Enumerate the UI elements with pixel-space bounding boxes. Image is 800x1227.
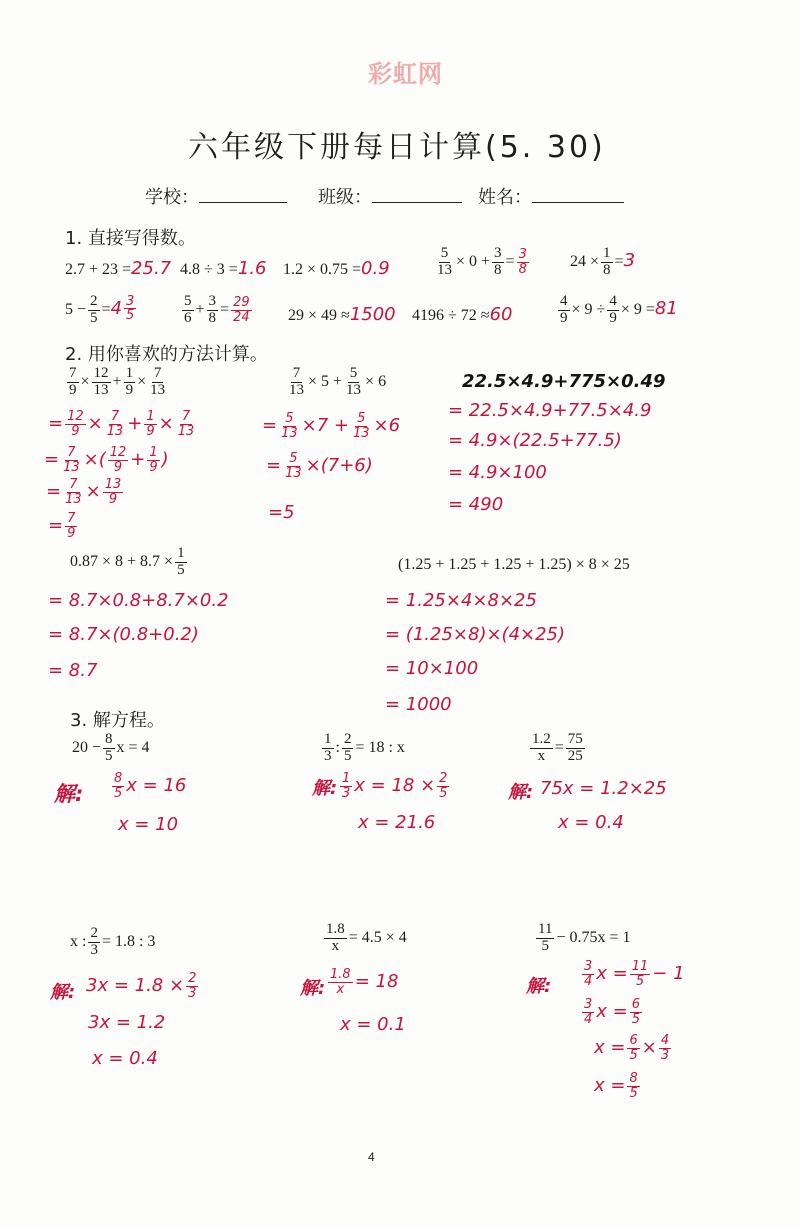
- denominator: 9: [609, 309, 617, 326]
- eq-2-step-2: x = 21.6: [358, 812, 436, 833]
- calc-p4-question: 0.87 × 8 + 8.7 × $\frac{1}{5}$: [70, 545, 185, 578]
- school-field: [145, 183, 287, 209]
- answer: $\frac{3}{8}$: [518, 247, 527, 277]
- calc-p4-step-2: = 8.7×(0.8+0.2): [48, 624, 199, 645]
- numerator: 2: [90, 293, 98, 309]
- eq-2-step-1: $\frac{1}{3}$ x = 18 × $\frac{2}{5}$: [342, 771, 448, 801]
- calc-p1-step-4: = $\frac{7}{9}$: [48, 511, 76, 541]
- operator: × 9 ÷: [571, 300, 606, 318]
- calc-p3-step-3: = 4.9×100: [448, 462, 547, 483]
- eq-4-jie: 解:: [50, 982, 76, 1003]
- eq-5-step-1: $\frac{1.8}{x}$ = 18: [330, 967, 399, 997]
- eq-3-step-2: x = 0.4: [558, 812, 624, 833]
- calc-p4-step-1: = 8.7×0.8+8.7×0.2: [48, 590, 229, 611]
- question: 5 −: [65, 300, 87, 318]
- denominator: 13: [437, 261, 452, 278]
- calc-p5-step-1: = 1.25×4×8×25: [385, 590, 537, 611]
- name-blank: [532, 186, 624, 203]
- page-title: 六年级下册每日计算(5. 30): [188, 130, 606, 165]
- calc-p3-question: 22.5×4.9+775×0.49: [462, 371, 666, 392]
- calc-p2-step-2: = $\frac{5}{13}$ ×(7+6): [266, 451, 373, 481]
- numerator: 3: [494, 245, 502, 261]
- eq-5-step-2: x = 0.1: [340, 1014, 406, 1035]
- direct-q10: [556, 294, 678, 327]
- watermark: 彩虹网: [368, 60, 443, 88]
- denominator: 8: [208, 309, 217, 326]
- numerator: 3: [208, 293, 217, 309]
- eq-6-jie: 解:: [526, 976, 552, 997]
- eq-4-step-1: 3x = 1.8 × $\frac{2}{3}$: [86, 971, 197, 1001]
- eq-6-step-1: $\frac{3}{4}$ x = $\frac{11}{5}$ − 1: [584, 959, 685, 989]
- calc-p5-question: (1.25 + 1.25 + 1.25 + 1.25) × 8 × 25: [398, 556, 630, 573]
- denominator: 9: [560, 309, 568, 326]
- direct-q2: [180, 258, 266, 279]
- question: 1.2 × 0.75 =: [283, 261, 362, 278]
- numerator: 1: [603, 245, 611, 261]
- answer: 60: [489, 304, 513, 325]
- question: 2.7 + 23 =: [65, 261, 132, 278]
- calc-p5-step-4: = 1000: [385, 694, 452, 715]
- calc-p3-step-4: = 490: [448, 494, 504, 515]
- operator: +: [195, 300, 205, 318]
- eq-4-step-2: 3x = 1.2: [88, 1012, 166, 1033]
- answer: 0.9: [361, 258, 390, 279]
- class-blank: [372, 186, 462, 203]
- answer: 25.7: [131, 258, 172, 279]
- eq-5-question: $\frac{1.8}{x}$ = 4.5 × 4: [326, 921, 407, 954]
- name-label: 姓名：: [478, 187, 532, 208]
- calc-p1-step-3: = $\frac{7}{13}$ × $\frac{13}{9}$: [46, 477, 122, 507]
- direct-q9: [412, 304, 512, 325]
- calc-p2-question: $\frac{7}{13}$ × 5 + $\frac{5}{13}$ × 6: [289, 365, 387, 398]
- class-label: 班级：: [318, 187, 372, 208]
- direct-q1: [65, 258, 171, 279]
- eq-1-step-1: $\frac{8}{5}$ x = 16: [114, 771, 187, 801]
- school-blank: [199, 186, 287, 203]
- question: 4.8 ÷ 3 =: [180, 261, 238, 278]
- calc-p2-step-1: = $\frac{5}{13}$ ×7 + $\frac{5}{13}$ ×6: [262, 411, 401, 441]
- eq-6-step-4: x = $\frac{8}{5}$: [594, 1071, 638, 1101]
- numerator: 5: [440, 245, 449, 261]
- section-1-heading: 1. 直接写得数。: [65, 228, 196, 249]
- equals: =: [220, 300, 230, 318]
- equals: =: [101, 300, 111, 318]
- answer: 4 $\frac{3}{5}$: [110, 293, 135, 324]
- denominator: 8: [603, 261, 611, 278]
- calc-p1-step-1: = $\frac{12}{9}$ × $\frac{7}{13}$ + $\frac{1}{9}$ × $\frac{7}{13}$: [48, 409, 195, 439]
- answer: $\frac{29}{24}$: [233, 295, 250, 325]
- class-field: [318, 183, 462, 209]
- eq-1-question: 20 − $\frac{8}{5}$ x = 4: [72, 731, 150, 764]
- section-3-heading: 3. 解方程。: [70, 710, 165, 731]
- direct-q6: [65, 294, 138, 327]
- direct-q3: [283, 258, 390, 279]
- calc-p1-step-2: = $\frac{7}{13}$ ×( $\frac{12}{9}$ + $\frac{1}{9}$ ): [44, 445, 169, 475]
- name-field: [478, 183, 624, 209]
- eq-4-question: x : $\frac{2}{3}$ = 1.8 : 3: [70, 925, 156, 958]
- answer: 1.6: [237, 258, 267, 279]
- calc-p4-step-3: = 8.7: [48, 660, 98, 681]
- operator: × 9 =: [620, 300, 655, 318]
- eq-1-jie: 解:: [54, 782, 84, 806]
- direct-q4: [433, 246, 531, 279]
- equals: =: [614, 252, 624, 270]
- answer: 3: [623, 249, 636, 271]
- answer: 81: [654, 297, 678, 319]
- eq-6-step-2: $\frac{3}{4}$ x = $\frac{6}{5}$: [584, 997, 641, 1027]
- page-number: 4: [368, 1150, 375, 1164]
- calc-p2-step-3: =5: [268, 502, 295, 523]
- equals: =: [505, 252, 515, 270]
- numerator: 4: [609, 293, 617, 309]
- eq-3-question: $\frac{1.2}{x}$ = $\frac{75}{25}$: [532, 731, 583, 764]
- eq-2-question: $\frac{1}{3}$ : $\frac{2}{5}$ = 18 : x: [324, 731, 405, 764]
- denominator: 5: [90, 309, 98, 326]
- question: 24 ×: [570, 252, 600, 270]
- numerator: 4: [560, 293, 568, 309]
- denominator: 8: [494, 261, 502, 278]
- section-2-heading: 2. 用你喜欢的方法计算。: [65, 344, 268, 365]
- direct-q5: [570, 246, 635, 279]
- answer: 1500: [349, 304, 396, 325]
- eq-2-jie: 解:: [312, 778, 338, 799]
- calc-p1-question: $\frac{7}{9}$ × $\frac{12}{13}$ + $\frac{1}{9}$ × $\frac{7}{13}$: [69, 365, 166, 398]
- eq-6-question: $\frac{11}{5}$ − 0.75x = 1: [538, 921, 631, 954]
- eq-5-jie: 解:: [300, 978, 326, 999]
- operator: × 0 +: [456, 252, 491, 270]
- eq-6-step-3: x = $\frac{6}{5}$ × $\frac{4}{3}$: [594, 1033, 670, 1063]
- question: 4196 ÷ 72 ≈: [412, 307, 490, 324]
- calc-p5-step-3: = 10×100: [385, 658, 479, 679]
- eq-3-jie: 解:: [508, 782, 534, 803]
- calc-p3-step-1: = 22.5×4.9+77.5×4.9: [448, 400, 652, 421]
- eq-1-step-2: x = 10: [118, 814, 179, 835]
- eq-3-step-1: 75x = 1.2×25: [540, 778, 667, 799]
- question: 29 × 49 ≈: [288, 307, 350, 324]
- calc-p3-step-2: = 4.9×(22.5+77.5): [448, 430, 622, 451]
- calc-p5-step-2: = (1.25×8)×(4×25): [385, 624, 566, 645]
- school-label: 学校：: [145, 187, 199, 208]
- direct-q7: [180, 294, 254, 327]
- numerator: 5: [184, 293, 192, 309]
- denominator: 6: [184, 309, 192, 326]
- direct-q8: [288, 304, 396, 325]
- eq-4-step-3: x = 0.4: [92, 1048, 158, 1069]
